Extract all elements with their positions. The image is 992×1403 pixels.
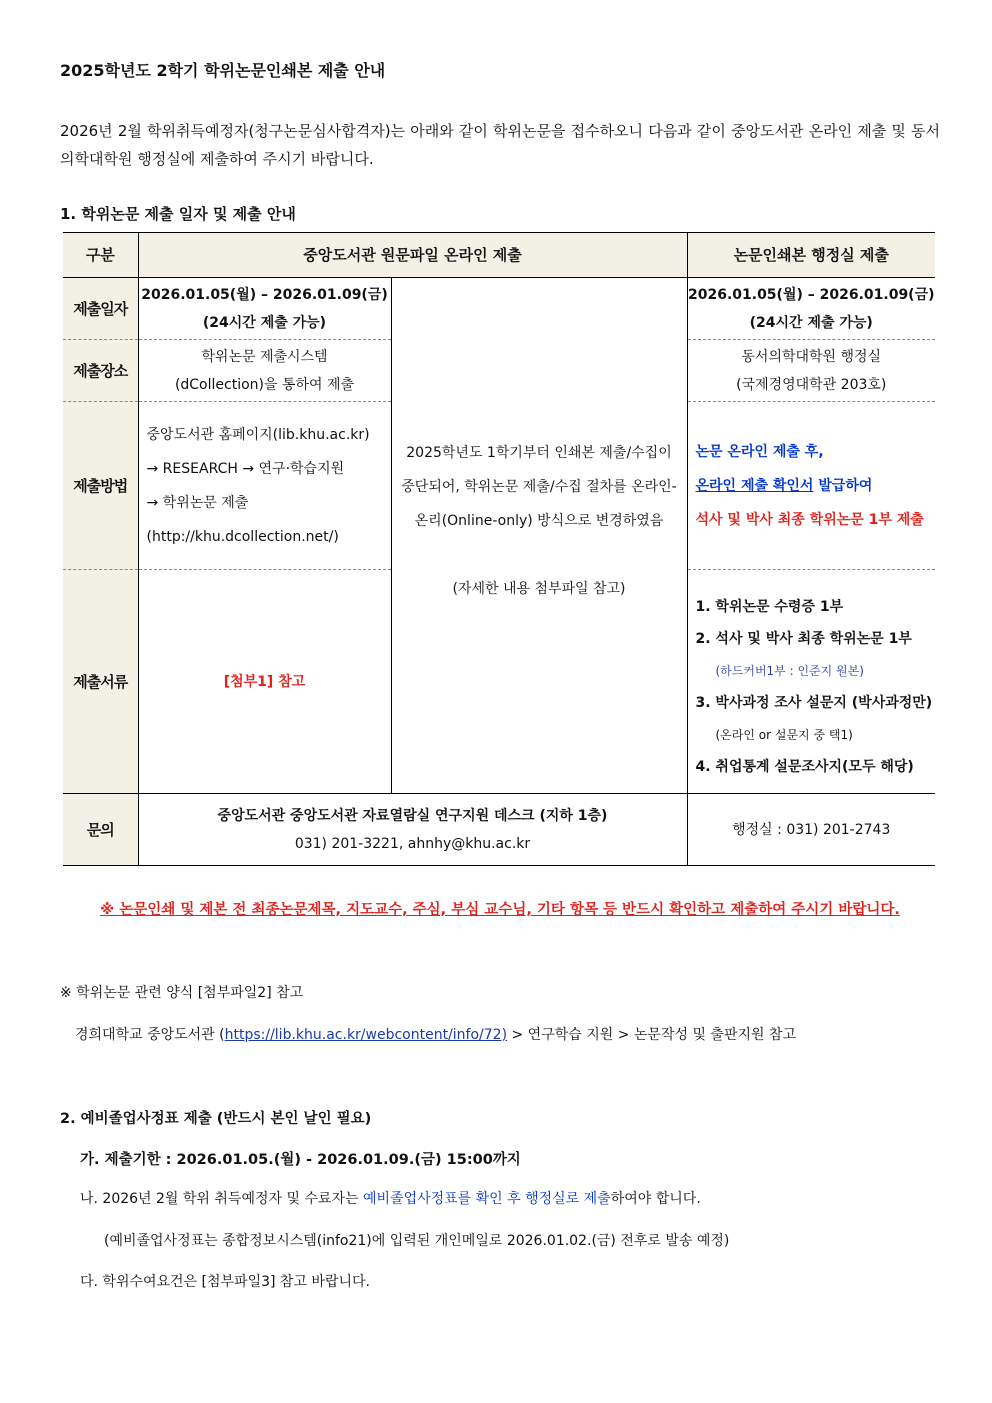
online-contact-line2: 031) 201-3221, ahnhy@khu.ac.kr <box>294 835 531 852</box>
middle-note-line3: 온리(Online-only) 방식으로 변경하였음 <box>414 512 664 529</box>
online-method-line4: (http://khu.dcollection.net/) <box>146 528 339 545</box>
library-link[interactable]: https://lib.khu.ac.kr/webcontent/info/72) <box>224 1027 508 1043</box>
row-label-place: 제출장소 <box>63 340 138 402</box>
office-method-line1: 논문 온라인 제출 후, <box>695 443 824 460</box>
middle-note-line1: 2025학년도 1학기부터 인쇄본 제출/수집이 <box>406 444 672 461</box>
office-place-line1: 동서의학대학원 행정실 <box>741 348 882 365</box>
online-method-line3: → 학위논문 제출 <box>146 494 249 511</box>
office-doc-item-3: 3. 박사과정 조사 설문지 (박사과정만) <box>695 694 933 711</box>
middle-note-line2: 중단되어, 학위논문 제출/수집 절차를 온라인- <box>401 478 677 495</box>
forms-link-prefix: 경희대학교 중앙도서관 ( <box>75 1027 225 1043</box>
middle-note-line4: (자세한 내용 첨부파일 참고) <box>452 580 626 597</box>
section2-b-highlight: 예비졸업사정표를 확인 후 행정실로 제출 <box>363 1191 611 1207</box>
row-label-date: 제출일자 <box>63 278 138 340</box>
section2-item-b <box>80 1188 701 1208</box>
office-date <box>687 278 935 340</box>
online-contact-line1: 중앙도서관 중앙도서관 자료열람실 연구지원 데스크 (지하 1층) <box>217 807 608 824</box>
office-method <box>687 402 935 570</box>
online-contact <box>138 794 687 866</box>
online-confirmation-link[interactable]: 온라인 제출 확인서 <box>695 477 814 494</box>
online-date-line2: (24시간 제출 가능) <box>202 314 327 331</box>
online-date <box>138 278 391 340</box>
section2-b-suffix: 하여야 합니다. <box>610 1191 701 1207</box>
online-place-line2: (dCollection)을 통하여 제출 <box>174 376 355 393</box>
intro-text: 2026년 2월 학위취득예정자(청구논문심사합격자)는 아래와 같이 학위논문을 접수하오니 다음과 같이 중앙도서관 온라인 제출 및 동서의학대학원 행정실에 제출하여 주시기 바랍니다. <box>60 122 940 168</box>
section2-item-c: 다. 학위수여요건은 [첨부파일3] 참고 바랍니다. <box>80 1274 370 1290</box>
section2-b-prefix: 나. 2026년 2월 학위 취득예정자 및 수료자는 <box>80 1191 363 1207</box>
header-category: 구분 <box>63 233 138 278</box>
office-docs <box>687 570 935 794</box>
row-label-method: 제출방법 <box>63 402 138 570</box>
office-place <box>687 340 935 402</box>
office-doc-item-2: 2. 석사 및 박사 최종 학위논문 1부 <box>695 630 912 647</box>
forms-note: ※ 학위논문 관련 양식 [첨부파일2] 참고 <box>60 985 304 1001</box>
office-place-line2: (국제경영대학관 203호) <box>736 376 887 393</box>
middle-note <box>391 278 687 794</box>
online-place <box>138 340 391 402</box>
forms-link-line <box>75 1024 796 1044</box>
row-label-docs: 제출서류 <box>63 570 138 794</box>
office-doc-item-1: 1. 학위논문 수령증 1부 <box>695 598 844 615</box>
header-online: 중앙도서관 원문파일 온라인 제출 <box>138 233 687 278</box>
table-header-row <box>63 233 935 278</box>
page-title: 2025학년도 2학기 학위논문인쇄본 제출 안내 <box>60 61 386 80</box>
section2-item-a: 가. 제출기한 : 2026.01.05.(월) - 2026.01.09.(금) 15:00까지 <box>80 1152 521 1168</box>
office-doc-item-2-note: (하드커버1부 : 인준지 원본) <box>715 663 864 678</box>
header-office: 논문인쇄본 행정실 제출 <box>687 233 935 278</box>
table-row-contact <box>63 794 935 866</box>
office-method-line2-rest: 발급하여 <box>813 477 873 494</box>
office-doc-item-3-note: (온라인 or 설문지 중 택1) <box>715 727 853 742</box>
row-label-contact: 문의 <box>63 794 138 866</box>
online-docs: [첨부1] 참고 <box>138 570 391 794</box>
table-row-date <box>63 278 935 340</box>
online-method-line2: → RESEARCH → 연구·학습지원 <box>146 460 345 477</box>
online-place-line1: 학위논문 제출시스템 <box>201 348 328 365</box>
office-contact: 행정실 : 031) 201-2743 <box>687 794 935 866</box>
online-method-line1: 중앙도서관 홈페이지(lib.khu.ac.kr) <box>146 426 370 443</box>
forms-link-suffix: > 연구학습 지원 > 논문작성 및 출판지원 참고 <box>507 1027 797 1043</box>
office-doc-item-4: 4. 취업통계 설문조사지(모두 해당) <box>695 758 914 775</box>
section2-heading: 2. 예비졸업사정표 제출 (반드시 본인 날인 필요) <box>60 1111 372 1127</box>
notice-text: ※ 논문인쇄 및 제본 전 최종논문제목, 지도교수, 주심, 부심 교수님, 기타 항목 등 반드시 확인하고 제출하여 주시기 바랍니다. <box>100 902 900 918</box>
office-method-line3: 석사 및 박사 최종 학위논문 1부 제출 <box>695 511 924 528</box>
office-date-line2: (24시간 제출 가능) <box>749 314 873 331</box>
online-date-line1: 2026.01.05(월) – 2026.01.09(금) <box>141 286 388 303</box>
office-date-line1: 2026.01.05(월) – 2026.01.09(금) <box>687 286 935 303</box>
section1-heading: 1. 학위논문 제출 일자 및 제출 안내 <box>60 205 296 223</box>
online-method <box>138 402 391 570</box>
section2-item-b-note: (예비졸업사정표는 종합정보시스템(info21)에 입력된 개인메일로 2026.01.02.(금) 전후로 발송 예정) <box>104 1233 730 1249</box>
submission-table <box>63 232 935 866</box>
